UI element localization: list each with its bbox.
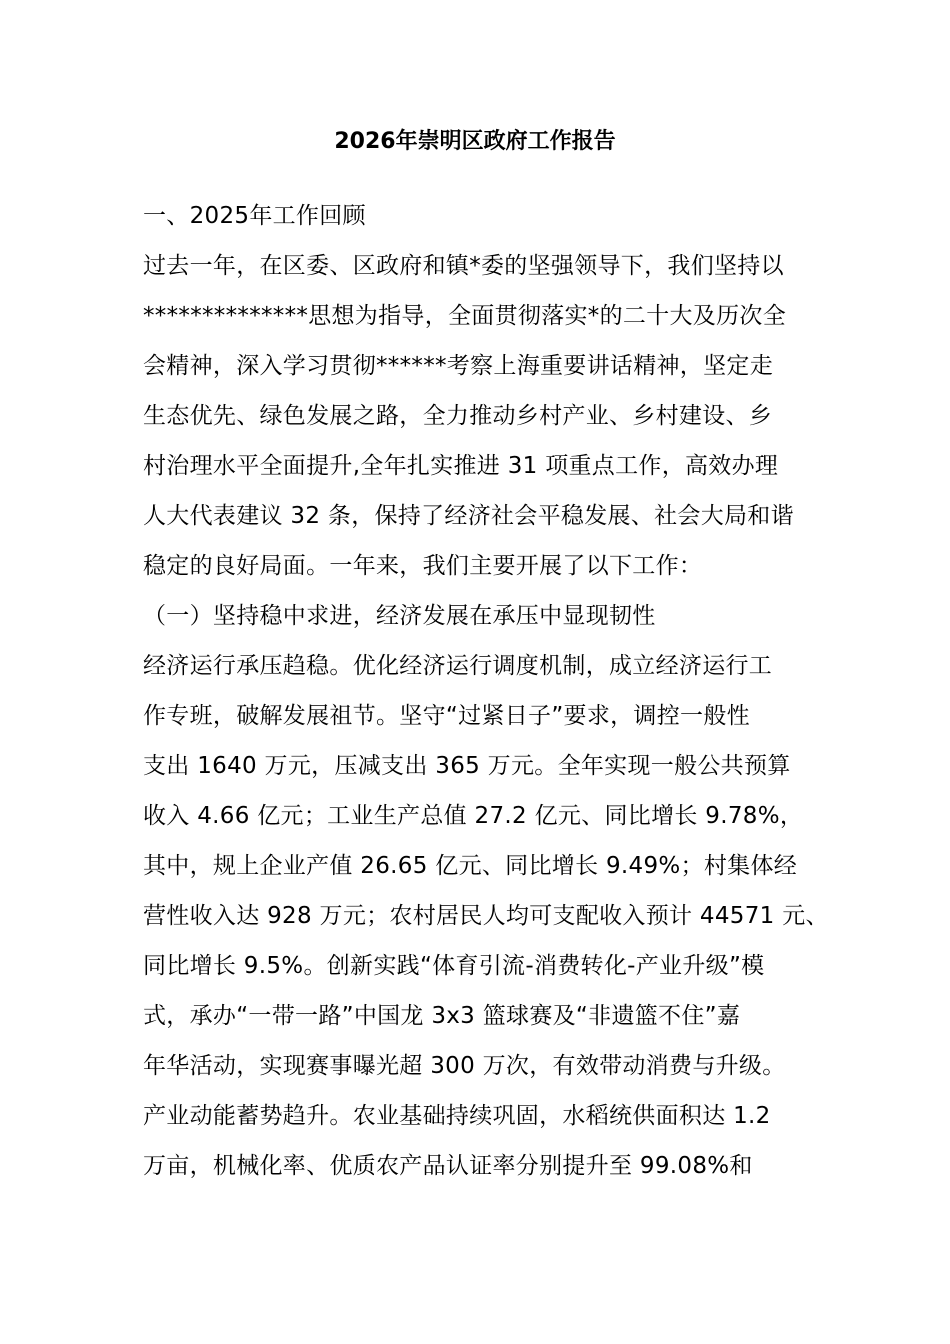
paragraph-line: 产业动能蓄势趋升。农业基础持续巩固，水稻统供面积达 1.2 — [143, 1103, 771, 1129]
subsection-heading-economy: （一）坚持稳中求进，经济发展在承压中显现韧性 — [143, 603, 656, 629]
document-body — [143, 191, 829, 1191]
paragraph-line: 稳定的良好局面。一年来，我们主要开展了以下工作： — [143, 553, 703, 579]
paragraph-line: 支出 1640 万元，压减支出 365 万元。全年实现一般公共预算 — [143, 753, 791, 779]
paragraph-line: 生态优先、绿色发展之路，全力推动乡村产业、乡村建设、乡 — [143, 403, 773, 429]
paragraph-line: 其中，规上企业产值 26.65 亿元、同比增长 9.49%；村集体经 — [143, 853, 798, 879]
paragraph-line: 同比增长 9.5%。创新实践“体育引流-消费转化-产业升级”模 — [143, 953, 765, 979]
paragraph-line: 人大代表建议 32 条，保持了经济社会平稳发展、社会大局和谐 — [143, 503, 794, 529]
paragraph-line: 年华活动，实现赛事曝光超 300 万次，有效带动消费与升级。 — [143, 1053, 786, 1079]
paragraph-line: 村治理水平全面提升,全年扎实推进 31 项重点工作，高效办理 — [143, 453, 779, 479]
paragraph-line: 会精神，深入学习贯彻******考察上海重要讲话精神，坚定走 — [143, 353, 773, 379]
paragraph-line: 经济运行承压趋稳。优化经济运行调度机制，成立经济运行工 — [143, 653, 773, 679]
paragraph-line: 式，承办“一带一路”中国龙 3x3 篮球赛及“非遗篮不住”嘉 — [143, 1003, 741, 1029]
paragraph-line: 收入 4.66 亿元；工业生产总值 27.2 亿元、同比增长 9.78%， — [143, 803, 804, 829]
paragraph-line: 过去一年，在区委、区政府和镇*委的坚强领导下，我们坚持以 — [143, 253, 784, 279]
document-title: 2026年崇明区政府工作报告 — [334, 129, 616, 154]
paragraph-line: 营性收入达 928 万元；农村居民人均可支配收入预计 44571 元、 — [143, 903, 829, 929]
section-heading-review: 一、2025年工作回顾 — [143, 203, 366, 229]
paragraph-line: 作专班，破解发展祖节。坚守“过紧日子”要求，调控一般性 — [143, 703, 750, 729]
paragraph-line: **************思想为指导，全面贯彻落实*的二十大及历次全 — [143, 303, 786, 329]
paragraph-line: 万亩，机械化率、优质农产品认证率分别提升至 99.08%和 — [143, 1153, 753, 1179]
